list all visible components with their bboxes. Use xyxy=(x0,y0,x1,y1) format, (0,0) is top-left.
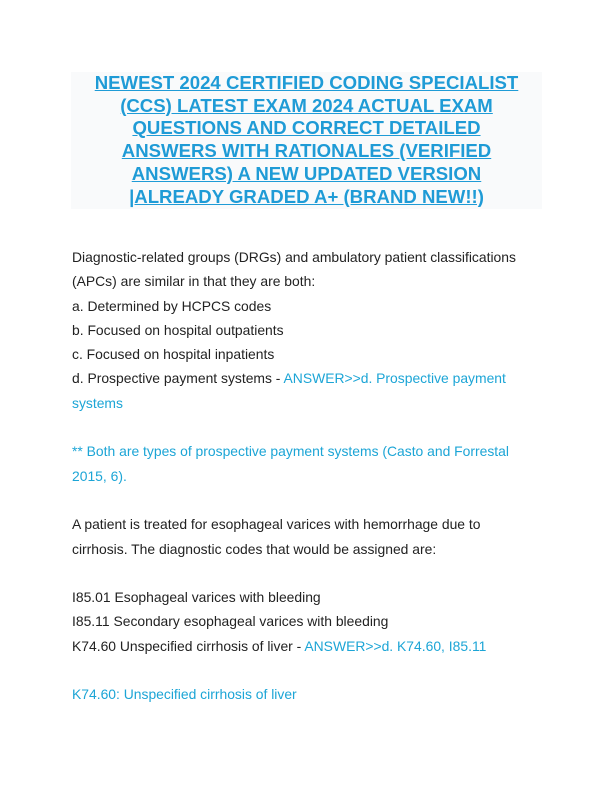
title-link-line-2[interactable]: (CCS) LATEST EXAM 2024 ACTUAL EXAM xyxy=(120,94,493,116)
q1-answer: ANSWER>>d. Prospective payment xyxy=(283,370,506,387)
q1-stem-line-1: Diagnostic-related groups (DRGs) and ambulatory patient classifications xyxy=(72,249,516,265)
q1-answer-cont: systems xyxy=(72,394,123,411)
spacer xyxy=(72,658,542,682)
q2-rationale-line-1: K74.60: Unspecified cirrhosis of liver xyxy=(72,686,297,703)
q2-answer: ANSWER>>d. K74.60, I85.11 xyxy=(304,637,487,654)
title-link-line-4[interactable]: ANSWERS WITH RATIONALES (VERIFIED xyxy=(121,140,492,162)
q2-code-3-row xyxy=(72,634,542,658)
q1-rationale-line-1: ** Both are types of prospective payment systems (Casto and Forrestal xyxy=(72,443,509,460)
q1-option-d: d. Prospective payment systems - xyxy=(72,370,284,387)
q1-rationale-line-2: 2015, 6). xyxy=(72,467,127,484)
title-link-line-1[interactable]: NEWEST 2024 CERTIFIED CODING SPECIALIST xyxy=(94,72,519,93)
q1-option-c: c. Focused on hospital inpatients xyxy=(72,346,275,363)
title-link-line-3[interactable]: QUESTIONS AND CORRECT DETAILED xyxy=(132,117,481,139)
spacer xyxy=(72,488,542,512)
q1-option-a: a. Determined by HCPCS codes xyxy=(72,297,272,314)
q2-stem-line-1: A patient is treated for esophageal varices with hemorrhage due to xyxy=(72,516,481,533)
q2-code-1: I85.01 Esophageal varices with bleeding xyxy=(72,589,321,606)
q1-option-d-row xyxy=(72,366,542,390)
q1-stem-line-2: (APCs) are similar in that they are both: xyxy=(72,273,316,290)
q1-option-b: b. Focused on hospital outpatients xyxy=(72,321,284,338)
title-link-line-6[interactable]: |ALREADY GRADED A+ (BRAND NEW!!) xyxy=(129,185,484,207)
spacer xyxy=(72,561,542,585)
title-link-line-5[interactable]: ANSWERS) A NEW UPDATED VERSION xyxy=(131,162,482,184)
document-title[interactable] xyxy=(71,72,542,209)
document-body xyxy=(72,245,542,707)
q2-code-2: I85.11 Secondary esophageal varices with bleeding xyxy=(72,613,389,630)
spacer xyxy=(72,415,542,439)
q2-code-3: K74.60 Unspecified cirrhosis of liver - xyxy=(72,637,305,654)
q2-stem-line-2: cirrhosis. The diagnostic codes that would be assigned are: xyxy=(72,540,437,557)
